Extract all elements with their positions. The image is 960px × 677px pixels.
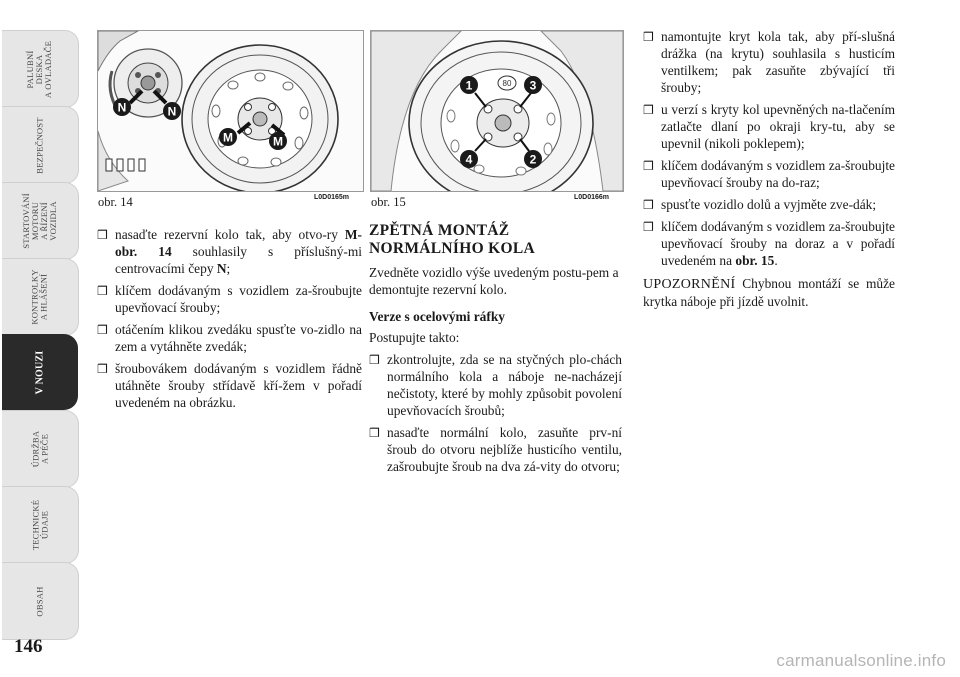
wheel-bolt-order-illustration (371, 31, 623, 191)
list-item: ❒ spusťte vozidlo dolů a vyjměte zve-dák; (643, 197, 877, 212)
tab-startovani[interactable]: STARTOVÁNÍ MOTORU A ŘÍZENÍ VOZIDLA (2, 182, 79, 260)
column-3 (643, 28, 895, 310)
figure-15 (370, 30, 624, 192)
watermark-footer: carmanualsonline.info (776, 651, 946, 670)
figure-14-caption: obr. 14 (98, 195, 133, 209)
list-item: ❒ klíčem dodávaným s vozidlem za-šroubujte upevňovací šrouby; (97, 283, 362, 315)
tab-v-nouzi[interactable]: V NOUZI (2, 334, 78, 410)
chapter-tabs (0, 0, 82, 677)
checkbox-bullet-icon: ❒ (643, 30, 654, 44)
tab-obsah[interactable]: OBSAH (2, 562, 79, 640)
label-80: 80 (502, 79, 512, 88)
checkbox-bullet-icon: ❒ (643, 220, 654, 234)
column-1 (97, 226, 362, 416)
order-2-marker: 2 (529, 152, 537, 167)
list-item: ❒ nasaďte normální kolo, zasuňte prv-ní šroub do otvoru nejblíže husticího ventilu, zašroubujte šroub na dva zá-vity do otvoru; (369, 425, 622, 474)
checkbox-bullet-icon: ❒ (97, 323, 108, 337)
figure-14 (97, 30, 364, 192)
tab-bezpecnost[interactable]: BEZPEČNOST (2, 106, 79, 184)
tab-kontrolky[interactable]: KONTROLKY A HLÁŠENÍ (2, 258, 79, 336)
marker-m-left: M (223, 130, 233, 145)
figure-15-code: L0D0166m (574, 194, 610, 201)
list-item: ❒ nasaďte rezervní kolo tak, aby otvo-ry M-obr. 14 souhlasily s příslušný-mi centrovacími čepy N; (97, 227, 362, 276)
tab-technicke-udaje[interactable]: TECHNICKÉ ÚDAJE (2, 486, 79, 564)
tab-udrzba[interactable]: ÚDRŽBA A PÉČE (2, 410, 79, 488)
section-heading: ZPĚTNÁ MONTÁŽ NORMÁLNÍHO KOLA (369, 222, 535, 257)
checkbox-bullet-icon: ❒ (97, 362, 108, 376)
figure-15-caption: obr. 15 (371, 195, 406, 209)
intro-paragraph: Zvedněte vozidlo výše uvedeným postu-pem a demontujte rezervní kolo. (369, 265, 619, 297)
warning-note: UPOZORNĚNÍ Chybnou montáží se může krytka náboje při jízdě uvolnit. (643, 276, 895, 309)
marker-m-right: M (273, 134, 283, 149)
marker-n-left: N (117, 100, 127, 115)
checkbox-bullet-icon: ❒ (97, 228, 108, 242)
marker-n-right: N (167, 104, 177, 119)
proceed-text: Postupujte takto: (369, 330, 460, 345)
checkbox-bullet-icon: ❒ (369, 426, 380, 440)
list-item: ❒ namontujte kryt kola tak, aby pří-slušná drážka (na krytu) souhlasila s husticím ventilkem; pak zasuňte zbývající tři šrouby; (643, 29, 895, 95)
figure-14-code: L0D0165m (314, 194, 350, 201)
subheading: Verze s ocelovými ráfky (369, 309, 505, 324)
tab-palubni-deska[interactable]: PALUBNÍ DESKA A OVLADAČE (2, 30, 79, 108)
list-item: ❒ klíčem dodávaným s vozidlem za-šroubujte upevňovací šrouby na do-raz; (643, 158, 895, 190)
order-3-marker: 3 (529, 78, 537, 93)
checkbox-bullet-icon: ❒ (643, 198, 654, 212)
checkbox-bullet-icon: ❒ (97, 284, 108, 298)
list-item: ❒ klíčem dodávaným s vozidlem za-šroubujte upevňovací šrouby na doraz a v pořadí uvedeném na obr. 15. (643, 219, 895, 268)
wheel-hub-illustration (98, 31, 363, 191)
checkbox-bullet-icon: ❒ (643, 159, 654, 173)
page-number: 146 (14, 636, 43, 657)
order-4-marker: 4 (465, 152, 473, 167)
list-item: ❒ zkontrolujte, zda se na styčných plo-chách normálního kola a náboje ne-nacházejí nečistoty, které by mohly způsobit povolení upevňovacích šroubů; (369, 352, 622, 418)
column-2 (369, 222, 622, 480)
checkbox-bullet-icon: ❒ (369, 353, 380, 367)
list-item: ❒ šroubovákem dodávaným s vozidlem řádně utáhněte šrouby střídavě kří-žem v pořadí uvedeném na obrázku. (97, 361, 362, 410)
list-item: ❒ u verzí s kryty kol upevněných na-tlačením zatlačte dlaní po okraji kry-tu, aby se upevnil (nikoli poklepem); (643, 102, 895, 151)
list-item: ❒ otáčením klikou zvedáku spusťte vo-zidlo na zem a vytáhněte zvedák; (97, 322, 362, 354)
checkbox-bullet-icon: ❒ (643, 103, 654, 117)
order-1-marker: 1 (465, 78, 473, 93)
